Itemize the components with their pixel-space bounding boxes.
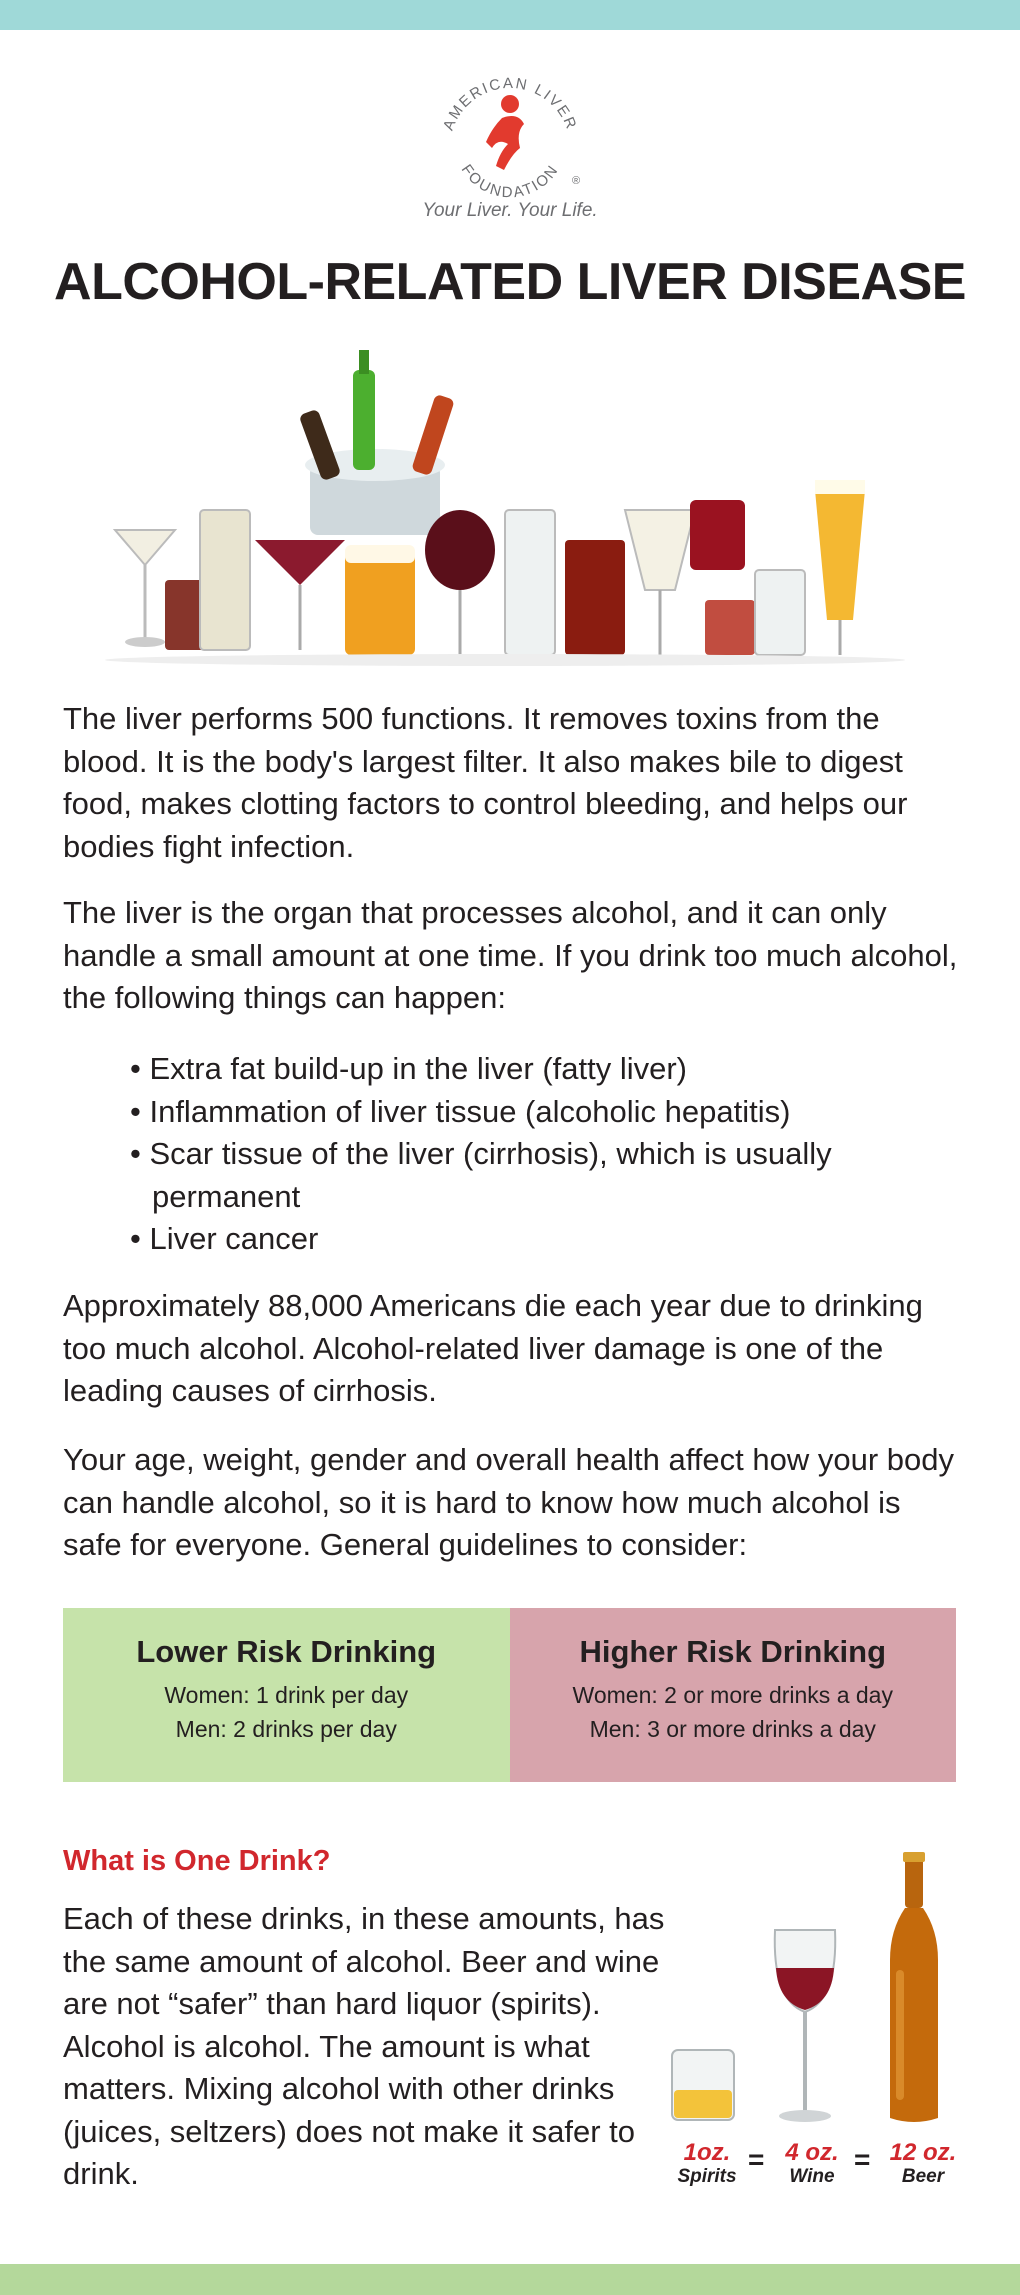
effects-list xyxy=(130,1048,950,1261)
list-item: • Extra fat build-up in the liver (fatty liver) xyxy=(130,1048,950,1091)
top-color-bar xyxy=(0,0,1020,30)
wine-oz: 4 oz. xyxy=(785,2139,839,2166)
risk-table xyxy=(63,1608,956,1782)
lower-risk-title: Lower Risk Drinking xyxy=(136,1634,437,1669)
wine-label: Wine xyxy=(789,2166,835,2187)
bottom-color-bar xyxy=(0,2264,1020,2295)
higher-risk-women: Women: 2 or more drinks a day xyxy=(572,1682,893,1708)
equals-sign: = xyxy=(748,2144,765,2175)
page-title: ALCOHOL-RELATED LIVER DISEASE xyxy=(54,253,966,311)
alcohol-processing-paragraph: The liver is the organ that processes alcohol, and it can only handle a small amount at one time. If you drink too much alcohol, the following things can happen: xyxy=(63,895,958,1015)
wine-amount xyxy=(772,2140,852,2188)
assorted-drinks-image xyxy=(105,350,905,670)
svg-text:®: ® xyxy=(572,175,581,187)
equals-sign: = xyxy=(854,2144,871,2175)
intro-paragraph: The liver performs 500 functions. It removes toxins from the blood. It is the body's largest filter. It also makes bile to digest food, makes clotting factors to control bleeding, and helps our bodies fight infection. xyxy=(63,701,908,864)
list-item: • Liver cancer xyxy=(130,1218,950,1261)
lower-risk-women: Women: 1 drink per day xyxy=(164,1682,409,1708)
lower-risk-cell xyxy=(63,1608,510,1782)
guidelines-paragraph: Your age, weight, gender and overall health affect how your body can handle alcohol, so it is hard to know how much alcohol is safe for everyone. General guidelines to consider: xyxy=(63,1442,955,1562)
logo-tagline: Your Liver. Your Life. xyxy=(422,200,598,221)
svg-text:AMERICAN LIVER: AMERICAN LIVER xyxy=(439,74,581,133)
drink-equivalence-image xyxy=(660,1850,970,2130)
one-drink-heading: What is One Drink? xyxy=(63,1845,331,1877)
list-item: • Scar tissue of the liver (cirrhosis), which is usually permanent xyxy=(130,1133,950,1218)
one-drink-paragraph: Each of these drinks, in these amounts, has the same amount of alcohol. Beer and wine are not “safer” than hard liquor (spirits). Alcohol is alcohol. The amount is what matters. Mixing alcohol with other drinks (juices, seltzers) does not make it safer to drink. xyxy=(63,1901,665,2191)
spirits-oz: 1oz. xyxy=(683,2139,731,2166)
higher-risk-men: Men: 3 or more drinks a day xyxy=(589,1716,876,1742)
spirits-label: Spirits xyxy=(677,2166,737,2187)
spirits-amount xyxy=(672,2140,742,2188)
deaths-paragraph: Approximately 88,000 Americans die each year due to drinking too much alcohol. Alcohol-related liver damage is one of the leading causes of cirrhosis. xyxy=(63,1288,923,1408)
higher-risk-title: Higher Risk Drinking xyxy=(579,1634,887,1669)
beer-label: Beer xyxy=(901,2166,945,2187)
higher-risk-cell xyxy=(510,1608,957,1782)
beer-amount xyxy=(878,2140,968,2188)
list-item: • Inflammation of liver tissue (alcoholic hepatitis) xyxy=(130,1091,950,1134)
beer-oz: 12 oz. xyxy=(889,2139,957,2166)
svg-text:FOUNDATION: FOUNDATION xyxy=(457,161,563,202)
lower-risk-men: Men: 2 drinks per day xyxy=(175,1716,397,1742)
